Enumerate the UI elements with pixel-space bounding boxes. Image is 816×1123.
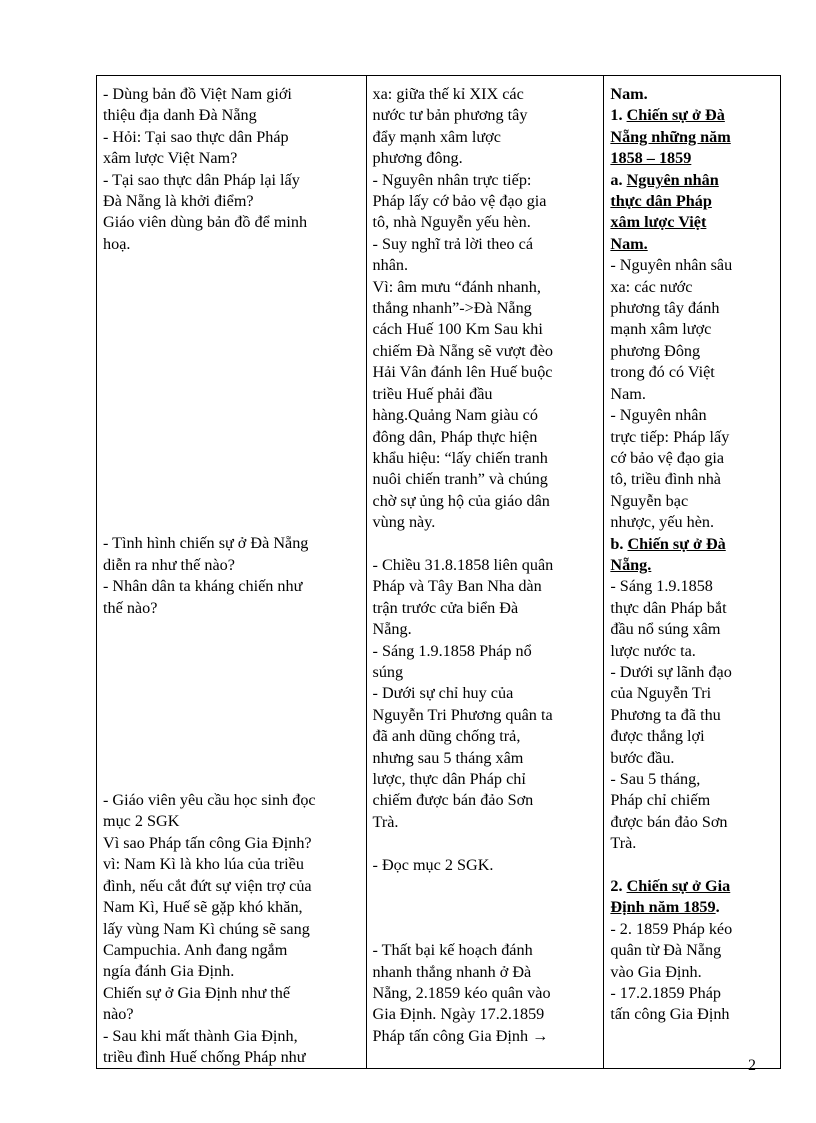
text-line: hoạ. xyxy=(103,234,131,253)
text-line: Trà. xyxy=(372,812,399,831)
text-line: thiệu địa danh Đà Nẵng xyxy=(103,106,257,125)
text-line: của Nguyễn Tri xyxy=(610,684,712,703)
section-heading: Định năm 1859 xyxy=(610,898,716,917)
section-heading: Chiến sự ở Đà xyxy=(626,106,725,125)
table-row xyxy=(97,76,781,1069)
text-line: đình, nếu cắt đứt sự viện trợ của xyxy=(103,876,312,895)
subsection-heading: Nguyên nhân xyxy=(626,170,719,189)
text-line: Pháp tấn công Gia Định → xyxy=(372,1026,549,1045)
text-line: triều đình Huế chống Pháp như xyxy=(103,1047,306,1066)
text-line: - Nguyên nhân sâu xyxy=(610,256,733,275)
text-line: phương Đông xyxy=(610,341,701,360)
text-line: chiếm được bán đảo Sơn xyxy=(372,791,534,810)
text-line: khẩu hiệu: “lấy chiến tranh xyxy=(372,448,548,467)
text-line: tấn công Gia Định xyxy=(610,1005,730,1024)
section-heading: 1858 – 1859 xyxy=(610,149,692,168)
text-line: lược nước ta. xyxy=(610,641,696,660)
subsection-heading: Nam. xyxy=(610,234,648,253)
section-heading: Nam. xyxy=(610,85,648,103)
page-number: 2 xyxy=(748,1057,756,1074)
text-line: mạnh xâm lược xyxy=(610,320,712,339)
text-line: Nguyễn Tri Phương quân ta xyxy=(372,705,553,724)
text-line: hàng.Quảng Nam giàu có xyxy=(372,406,538,425)
text-line: - Tại sao thực dân Pháp lại lấy xyxy=(103,170,300,189)
text-line: nhanh thắng nhanh ở Đà xyxy=(372,962,532,981)
text-line: bước đầu. xyxy=(610,748,675,767)
text-line: xa: các nước xyxy=(610,277,693,296)
text-line: Nẵng, 2.1859 kéo quân vào xyxy=(372,983,551,1002)
text-line: nuôi chiến tranh” và chúng xyxy=(372,470,548,489)
text-line: phương đông. xyxy=(372,149,463,168)
text-line: vì: Nam Kì là kho lúa của triều xyxy=(103,855,304,874)
text-line: nhưng sau 5 tháng xâm xyxy=(372,748,524,767)
lesson-table xyxy=(96,75,781,1069)
subsection-heading: Nẵng. xyxy=(610,555,652,574)
text-line: Pháp chỉ chiếm xyxy=(610,791,711,810)
text-line: lấy vùng Nam Kì chúng sẽ sang xyxy=(103,919,310,938)
text-line: nước tư bản phương tây xyxy=(372,106,528,125)
heading-period: . xyxy=(715,898,720,917)
lesson-content-column xyxy=(604,76,781,1069)
text-line: Chiến sự ở Gia Định như thế xyxy=(103,983,291,1002)
text-line: nào? xyxy=(103,1005,134,1024)
text-line: - Sau khi mất thành Gia Định, xyxy=(103,1026,298,1045)
text-line: Pháp lấy cớ bảo vệ đạo gia xyxy=(372,192,547,211)
subsection-label: b. xyxy=(610,534,628,553)
text-line: - Dưới sự chỉ huy của xyxy=(372,684,514,703)
text-line: cớ bảo vệ đạo gia xyxy=(610,448,725,467)
text-line: Giáo viên dùng bản đồ để minh xyxy=(103,213,308,232)
student-activity-column xyxy=(366,76,604,1069)
text-line: - Dưới sự lãnh đạo xyxy=(610,662,732,681)
text-line: vùng này. xyxy=(372,513,436,532)
text-line: - Hỏi: Tại sao thực dân Pháp xyxy=(103,127,289,146)
text-line: - Tình hình chiến sự ở Đà Nẵng xyxy=(103,534,309,553)
text-line: - Sau 5 tháng, xyxy=(610,770,701,788)
text-line: được bán đảo Sơn xyxy=(610,812,728,831)
text-line: chiếm Đà Nẵng sẽ vượt đèo xyxy=(372,341,554,360)
text-line: Hải Vân đánh lên Huế buộc xyxy=(372,363,553,382)
text-line: - Sáng 1.9.1858 xyxy=(610,577,713,596)
text-line: Campuchia. Anh đang ngắm xyxy=(103,940,288,959)
text-line: đã anh dũng chống trả, xyxy=(372,727,521,746)
text-line: - Sáng 1.9.1858 Pháp nổ xyxy=(372,641,532,660)
subsection-heading: thực dân Pháp xyxy=(610,192,712,211)
text-line: - Thất bại kế hoạch đánh xyxy=(372,941,533,960)
text-line: được thắng lợi xyxy=(610,727,705,746)
text-line: - Nguyên nhân trực tiếp: xyxy=(372,170,532,189)
text-line: đẩy mạnh xâm lược xyxy=(372,127,501,146)
text-line: thực dân Pháp bắt xyxy=(610,598,727,617)
section-number: 2. xyxy=(610,877,627,896)
text-line: Nam Kì, Huế sẽ gặp khó khăn, xyxy=(103,898,303,917)
text-line: thế nào? xyxy=(103,598,158,617)
teacher-activity-column xyxy=(97,76,367,1069)
text-line: trực tiếp: Pháp lấy xyxy=(610,427,730,446)
text-line: xâm lược Việt Nam? xyxy=(103,149,238,168)
text-line: Nẵng. xyxy=(372,620,412,639)
text-line: - Giáo viên yêu cầu học sinh đọc xyxy=(103,791,316,810)
text-line: Vì: âm mưu “đánh nhanh, xyxy=(372,277,541,296)
section-heading: Nẵng những năm xyxy=(610,127,731,146)
text-line: trong đó có Việt xyxy=(610,363,715,382)
text-line: nhược, yếu hèn. xyxy=(610,513,715,532)
text-line: - Nhân dân ta kháng chiến như xyxy=(103,577,303,596)
text-line: Gia Định. Ngày 17.2.1859 xyxy=(372,1005,545,1024)
text-line: - Nguyên nhân xyxy=(610,406,707,425)
text-line: đông dân, Pháp thực hiện xyxy=(372,427,538,446)
subsection-label: a. xyxy=(610,170,627,189)
subsection-heading: xâm lược Việt xyxy=(610,213,707,232)
text-line: Nguyễn bạc xyxy=(610,491,689,510)
text-line: súng xyxy=(372,662,404,681)
subsection-heading: Chiến sự ở Đà xyxy=(627,534,726,553)
text-line: Trà. xyxy=(610,834,637,853)
text-line: Nam. xyxy=(610,384,646,403)
text-line: trận trước cửa biển Đà xyxy=(372,598,519,617)
text-line: - Đọc mục 2 SGK. xyxy=(372,855,494,874)
section-heading: Chiến sự ở Gia xyxy=(626,877,731,896)
text-line: vào Gia Định. xyxy=(610,962,702,981)
text-line: quân từ Đà Nẵng xyxy=(610,941,722,960)
text-line: phương tây đánh xyxy=(610,299,720,318)
text-line: - Dùng bản đồ Việt Nam giới xyxy=(103,85,292,103)
text-line: cách Huế 100 Km Sau khi xyxy=(372,320,543,339)
section-number: 1. xyxy=(610,106,627,125)
text-line: lược, thực dân Pháp chỉ xyxy=(372,769,526,788)
text-line: Đà Nẵng là khởi điểm? xyxy=(103,192,254,211)
text-line: đầu nổ súng xâm xyxy=(610,620,721,639)
text-line: nhân. xyxy=(372,256,409,275)
text-line: mục 2 SGK xyxy=(103,812,180,831)
text-line: thắng nhanh”->Đà Nẵng xyxy=(372,299,532,318)
text-line: tô, nhà Nguyễn yếu hèn. xyxy=(372,213,531,232)
text-line: chờ sự ủng hộ của giáo dân xyxy=(372,491,550,510)
text-line: tô, triều đình nhà xyxy=(610,470,721,489)
text-line: ngía đánh Gia Định. xyxy=(103,962,235,981)
text-line: Phương ta đã thu xyxy=(610,705,721,724)
text-line: - Chiều 31.8.1858 liên quân xyxy=(372,555,554,574)
text-line: Pháp và Tây Ban Nha dàn xyxy=(372,577,542,596)
text-line: Vì sao Pháp tấn công Gia Định? xyxy=(103,833,312,852)
text-line: - 17.2.1859 Pháp xyxy=(610,984,721,1003)
text-line: triều Huế phải đầu xyxy=(372,384,493,403)
text-line: xa: giữa thế kỉ XIX các xyxy=(372,85,524,103)
text-line: diễn ra như thế nào? xyxy=(103,555,235,574)
text-line: - 2. 1859 Pháp kéo xyxy=(610,919,733,938)
text-line: - Suy nghĩ trả lời theo cá xyxy=(372,234,534,253)
